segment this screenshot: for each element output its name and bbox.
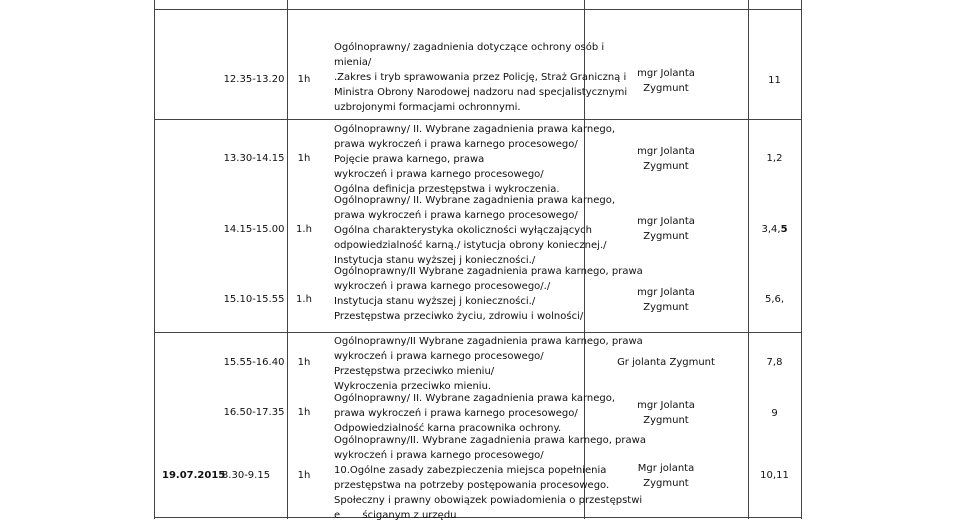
row-divider (154, 9, 802, 10)
row-number: 7,8 (766, 357, 783, 368)
row-hours: 1h (297, 153, 311, 164)
row-number: 11 (768, 75, 781, 86)
table-border-left (154, 0, 155, 519)
row-topic: Ogólnoprawny/ zagadnienia dotyczące ochrony osób i mienia/ .Zakres i tryb sprawowania przez Policję, Straż Graniczną i Ministra Obrony Narodowej nadzoru nad specjalistycznymi uzbrojonymi formacjami ochronnymi. (334, 42, 628, 113)
row-number: 9 (771, 408, 778, 419)
row-time: 15.10-15.55 (223, 294, 285, 305)
row-time: 14.15-15.00 (223, 224, 285, 235)
row-time: 8.30-9.15 (221, 470, 271, 481)
row-time: 16.50-17.35 (223, 407, 285, 418)
row-number: 1,2 (766, 153, 783, 164)
row-hours: 1.h (296, 224, 312, 235)
row-teacher: mgr Jolanta Zygmunt (637, 146, 695, 172)
row-teacher: mgr Jolanta Zygmunt (637, 287, 695, 313)
row-time: 13.30-14.15 (223, 153, 285, 164)
row-hours: 1.h (296, 294, 312, 305)
row-teacher: Gr jolanta Zygmunt (617, 357, 715, 368)
row-number: 3,4,5 (761, 224, 788, 235)
row-hours: 1h (297, 74, 311, 85)
row-topic: Ogólnoprawny/II Wybrane zagadnienia prawa karnego, prawa wykroczeń i prawa karnego procesowego/./ Instytucja stanu wyższej j konieczności./ Przestępstwa przeciwko życiu, zdrowiu i wolności/ (334, 266, 643, 322)
row-hours: 1h (297, 470, 311, 481)
row-topic: Ogólnoprawny/ II. Wybrane zagadnienia prawa karnego, prawa wykroczeń i prawa karnego procesowego/ Ogólna charakterystyka okoliczności wyłączających odpowiedzialność karną./ istytucja obrony koniecznej./ Instytucja stanu wyższej j konieczności./ (334, 195, 616, 266)
row-divider (154, 119, 802, 120)
row-teacher: mgr Jolanta Zygmunt (637, 68, 695, 94)
table-border-right (801, 0, 802, 519)
row-topic: Ogólnoprawny/ II. Wybrane zagadnienia prawa karnego, prawa wykroczeń i prawa karnego procesowego/ Pojęcie prawa karnego, prawa wykroczeń i prawa karnego procesowego/ Ogólna definicja przestępstwa i wykroczenia. (334, 124, 616, 195)
row-hours: 1h (297, 357, 311, 368)
row-date: 19.07.2015 (162, 470, 226, 481)
row-teacher: Mgr jolanta Zygmunt (637, 463, 695, 489)
row-divider (154, 332, 802, 333)
row-hours: 1h (297, 407, 311, 418)
row-number: 10,11 (760, 470, 789, 481)
schedule-table (154, 0, 802, 519)
row-number: 5,6, (764, 294, 785, 305)
row-topic: Ogólnoprawny/ II. Wybrane zagadnienia prawa karnego, prawa wykroczeń i prawa karnego procesowego/ Odpowiedzialność karna pracownika ochrony. (334, 393, 616, 434)
row-time: 12.35-13.20 (223, 74, 285, 85)
row-teacher: mgr Jolanta Zygmunt (637, 216, 695, 242)
row-topic: Ogólnoprawny/II. Wybrane zagadnienia prawa karnego, prawa wykroczeń i prawa karnego procesowego/ 10.Ogólne zasady zabezpieczenia miejsca popełnienia przestępstwa na potrzeby postępowania procesowego. Społeczny i prawny obowiązek powiadomienia o przestępstwi e ściganym z urzędu (334, 435, 646, 521)
row-time: 15.55-16.40 (223, 357, 285, 368)
row-teacher: mgr Jolanta Zygmunt (637, 400, 695, 426)
row-topic: Ogólnoprawny/II Wybrane zagadnienia prawa karnego, prawa wykroczeń i prawa karnego procesowego/ Przestępstwa przeciwko mieniu/ Wykroczenia przeciwko mieniu. (334, 336, 643, 392)
